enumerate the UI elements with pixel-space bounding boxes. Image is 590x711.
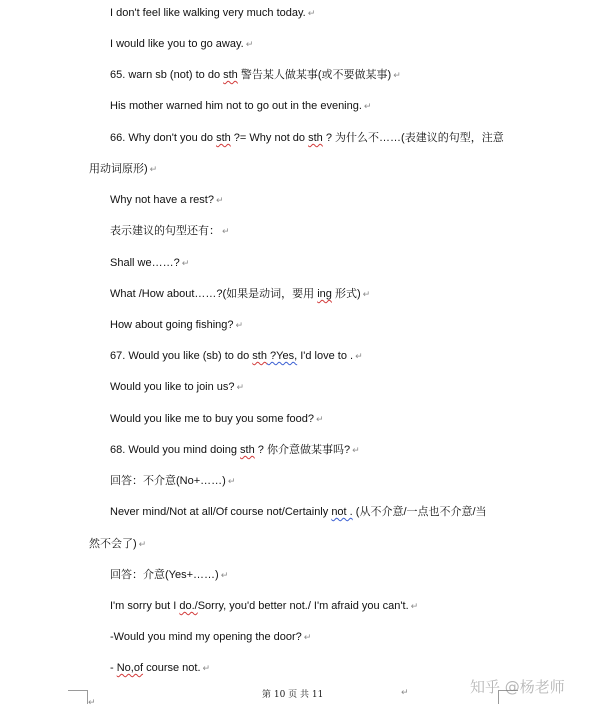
paragraph-mark-icon: ↵: [303, 632, 312, 642]
paragraph-mark-icon: ↵: [227, 476, 236, 486]
text-line-7: Why not have a rest? ↵: [110, 194, 224, 206]
text-line-22: - No,of course not. ↵: [110, 662, 211, 674]
paragraph-mark-icon: ↵: [236, 382, 245, 392]
item-65-heading: 65. warn sb (not) to do sth 警告某人做某事(或不要做某事) ↵: [110, 69, 401, 81]
text-line-16: 回答：不介意(No+……) ↵: [110, 475, 236, 487]
text-line-10: What /How about……?(如果是动词，要用 ing 形式) ↵: [110, 288, 371, 300]
item-66-heading: 66. Why don't you do sth ?= Why not do sth ? 为什么不……(表建议的句型，注意: [110, 132, 504, 144]
paragraph-mark-icon: ↵: [355, 351, 363, 361]
paragraph-mark-icon: ↵: [220, 570, 229, 580]
paragraph-mark-icon: ↵: [215, 195, 224, 205]
text-line-13: Would you like to join us? ↵: [110, 381, 245, 393]
paragraph-mark-icon: ↵: [222, 226, 230, 236]
page-number: 第 10 页 共 11: [262, 690, 324, 700]
text-line-19: 回答：介意(Yes+……) ↵: [110, 569, 229, 581]
text-line-17: Never mind/Not at all/Of course not/Certainly not . (从不介意/一点也不介意/当: [110, 506, 487, 518]
text-line-6: 用动词原形) ↵: [89, 163, 158, 175]
paragraph-mark-icon: ↵: [316, 414, 324, 424]
text-line-21: -Would you mind my opening the door? ↵: [110, 631, 312, 643]
paragraph-mark-icon: ↵: [245, 39, 254, 49]
paragraph-mark-icon: ↵: [88, 697, 96, 707]
text-line-4: His mother warned him not to go out in the evening. ↵: [110, 100, 372, 112]
paragraph-mark-icon: ↵: [410, 601, 419, 611]
text-line-9: Shall we……? ↵: [110, 257, 190, 269]
text-line-20: I'm sorry but I do./Sorry, you'd better not./ I'm afraid you can't. ↵: [110, 600, 419, 612]
paragraph-mark-icon: ↵: [362, 289, 371, 299]
paragraph-mark-icon: ↵: [202, 663, 211, 673]
text-line-2: I would like you to go away. ↵: [110, 38, 254, 50]
text-line-18: 然不会了) ↵: [89, 538, 147, 550]
paragraph-mark-icon: ↵: [401, 687, 409, 697]
paragraph-mark-icon: ↵: [181, 258, 190, 268]
paragraph-mark-icon: ↵: [363, 101, 372, 111]
paragraph-mark-icon: ↵: [352, 445, 360, 455]
text-line-14: Would you like me to buy you some food? ↵: [110, 413, 324, 425]
text-line-1: I don't feel like walking very much today. ↵: [110, 7, 316, 19]
paragraph-mark-icon: ↵: [138, 539, 147, 549]
paragraph-mark-icon: ↵: [307, 8, 316, 18]
paragraph-mark-icon: ↵: [235, 320, 244, 330]
text-line-8: 表示建议的句型还有： ↵: [110, 225, 230, 237]
text-line-11: How about going fishing? ↵: [110, 319, 244, 331]
item-67-heading: 67. Would you like (sb) to do sth ?Yes, I'd love to . ↵: [110, 350, 363, 362]
paragraph-mark-icon: ↵: [393, 70, 401, 80]
item-68-heading: 68. Would you mind doing sth ? 你介意做某事吗? ↵: [110, 444, 360, 456]
paragraph-mark-icon: ↵: [149, 164, 158, 174]
watermark: 知乎 @杨老师: [470, 678, 565, 696]
